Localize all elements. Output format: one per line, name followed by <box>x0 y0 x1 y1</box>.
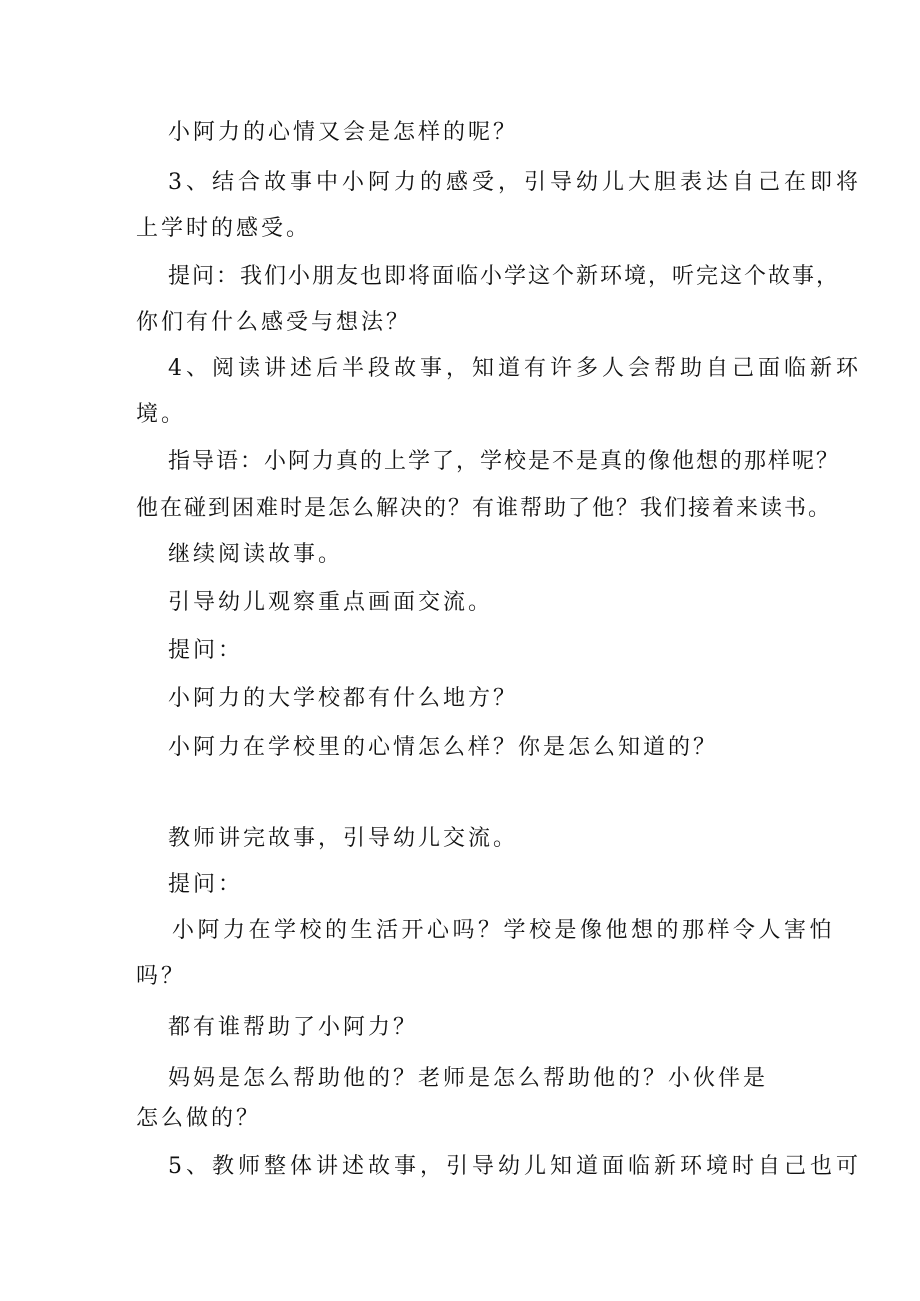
text-line-5: 你们有什么感受与想法？ <box>136 310 412 335</box>
text-line-9: 他在碰到困难时是怎么解决的？有谁帮助了他？我们接着来读书。 <box>136 496 833 521</box>
text-line-12: 提问： <box>168 638 244 663</box>
text-line-20: 妈妈是怎么帮助他的？老师是怎么帮助他的？小伙伴是 <box>168 1066 769 1091</box>
text-line-7: 境。 <box>136 402 187 427</box>
text-line-4: 提问：我们小朋友也即将面临小学这个新环境，听完这个故事， <box>168 264 841 289</box>
text-line-18: 吗？ <box>136 964 187 989</box>
text-line-14: 小阿力在学校里的心情怎么样？你是怎么知道的？ <box>168 735 719 760</box>
text-line-3: 上学时的感受。 <box>136 216 312 241</box>
text-line-21: 怎么做的？ <box>136 1106 262 1131</box>
text-line-8: 指导语：小阿力真的上学了，学校是不是真的像他想的那样呢？ <box>168 449 841 474</box>
text-line-22: 5、教师整体讲述故事，引导幼儿知道面临新环境时自己也可 <box>168 1154 862 1179</box>
text-line-10: 继续阅读故事。 <box>168 542 344 567</box>
text-line-17: 小阿力在学校的生活开心吗？学校是像他想的那样令人害怕 <box>172 918 836 943</box>
text-line-13: 小阿力的大学校都有什么地方？ <box>168 686 519 711</box>
text-line-11: 引导幼儿观察重点画面交流。 <box>168 590 494 615</box>
text-line-6: 4、阅读讲述后半段故事，知道有许多人会帮助自己面临新环 <box>168 356 862 381</box>
text-line-2: 3、结合故事中小阿力的感受，引导幼儿大胆表达自己在即将 <box>168 170 862 195</box>
text-line-15: 教师讲完故事，引导幼儿交流。 <box>168 826 519 851</box>
text-line-19: 都有谁帮助了小阿力？ <box>168 1015 419 1040</box>
text-line-1: 小阿力的心情又会是怎样的呢？ <box>168 120 519 145</box>
text-line-16: 提问： <box>168 872 244 897</box>
